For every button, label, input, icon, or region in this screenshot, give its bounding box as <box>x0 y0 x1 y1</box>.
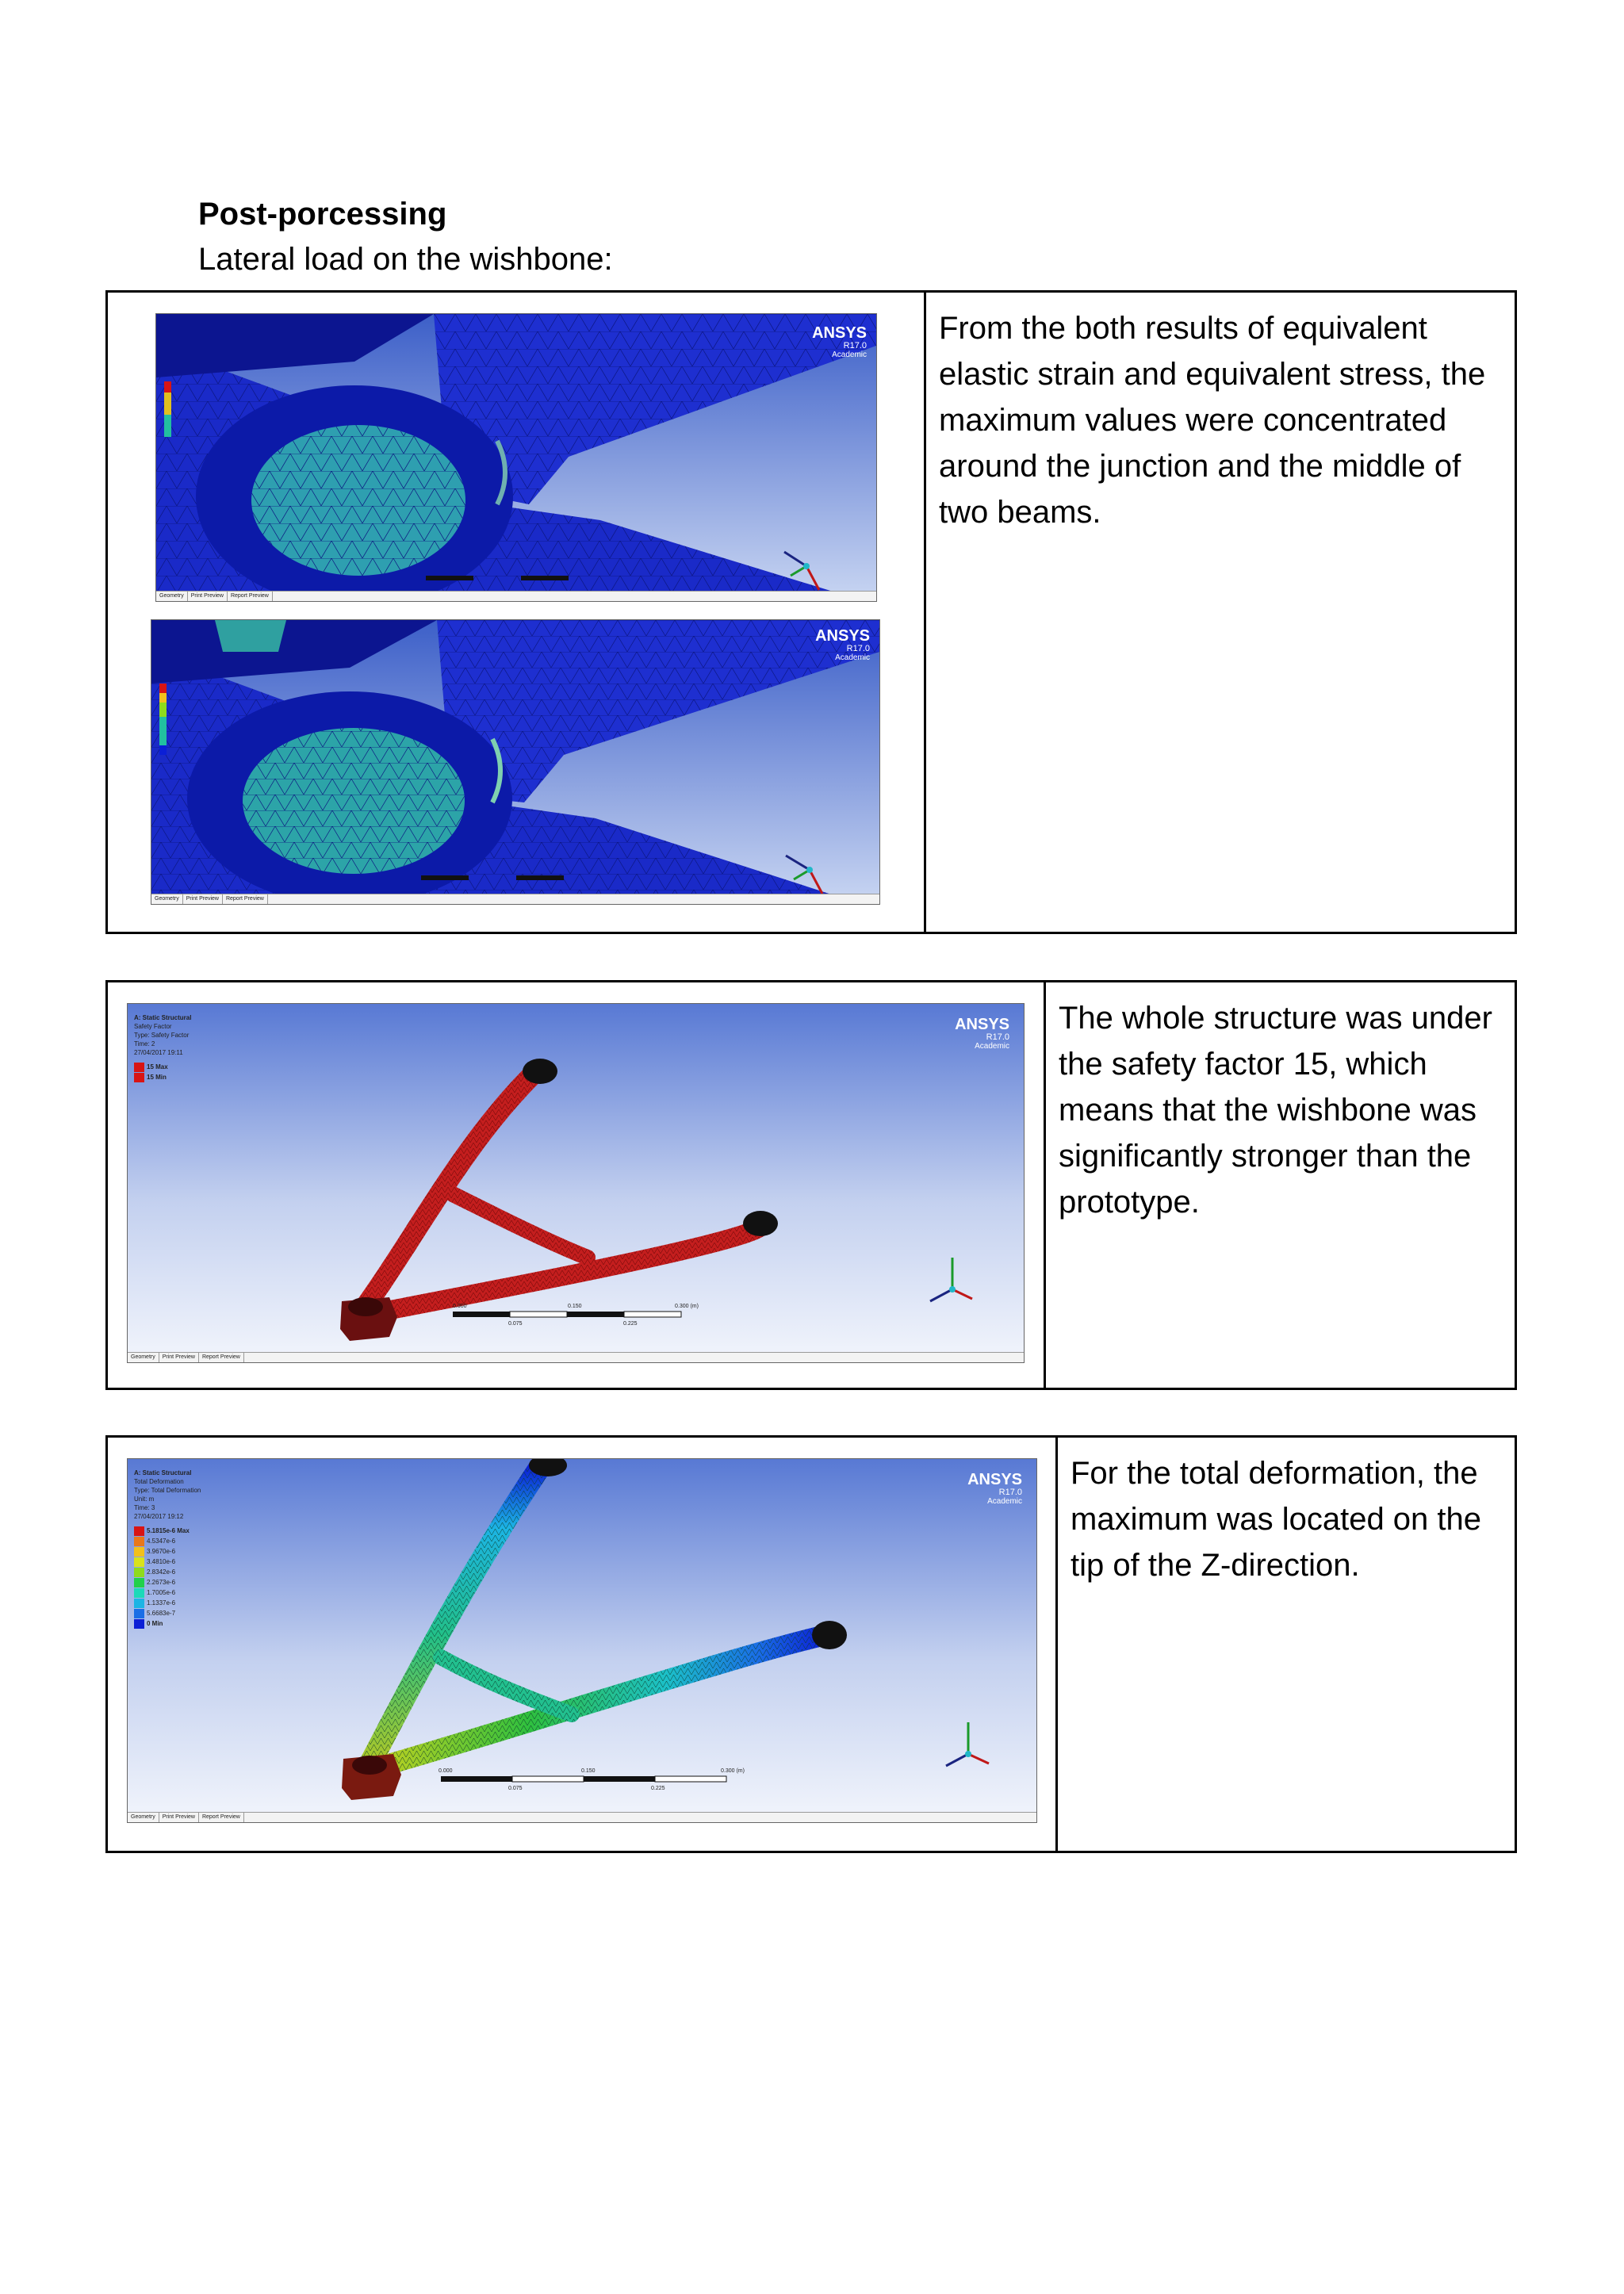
result-info-panel: A: Static Structural Total Deformation Type: Total Deformation Unit: m Time: 3 27/04/2017 19:12 5.1815e-6 Max 4.5347e-6 3.9670e-6 3.4810e-6 2.8342e-6 2.2673e-6 1.7005e-6 1.1337e-6 5.6683e-7 0 Min <box>134 1469 201 1627</box>
tab-print-preview[interactable]: Print Preview <box>183 894 223 904</box>
row-description: For the total deformation, the maximum was located on the tip of the Z-direction. <box>1071 1456 1482 1583</box>
tab-report-preview[interactable]: Report Preview <box>223 894 268 904</box>
result-row-strain-stress <box>105 290 1517 934</box>
legend-swatch <box>134 1063 144 1072</box>
tab-print-preview[interactable]: Print Preview <box>159 1353 199 1362</box>
image-cell <box>108 1438 1058 1851</box>
tab-report-preview[interactable]: Report Preview <box>199 1353 244 1362</box>
legend-swatch <box>134 1609 144 1618</box>
result-row-deformation <box>105 1435 1517 1853</box>
section-heading: Post-porcessing <box>198 197 447 232</box>
stress-result-screenshot <box>151 619 880 905</box>
legend-swatch <box>134 1547 144 1557</box>
legend-entry: 15 Max <box>134 1062 191 1072</box>
legend-entry: 5.1815e-6 Max <box>134 1526 201 1536</box>
ansys-logo: ANSYS R17.0 Academic <box>812 324 867 359</box>
legend-entry: 0 Min <box>134 1618 201 1629</box>
tab-geometry[interactable]: Geometry <box>156 592 188 601</box>
ansys-logo: ANSYS R17.0 Academic <box>955 1016 1009 1051</box>
legend-entry: 3.9670e-6 <box>134 1546 201 1557</box>
image-cell <box>108 982 1046 1388</box>
tab-geometry[interactable]: Geometry <box>128 1353 159 1362</box>
tab-report-preview[interactable]: Report Preview <box>199 1813 244 1822</box>
image-cell <box>108 293 926 932</box>
legend-swatch <box>134 1537 144 1546</box>
tab-print-preview[interactable]: Print Preview <box>188 592 228 601</box>
ansys-logo: ANSYS R17.0 Academic <box>967 1471 1022 1506</box>
legend-swatch <box>134 1073 144 1082</box>
legend-swatch <box>134 1619 144 1629</box>
result-row-safety-factor <box>105 980 1517 1390</box>
legend-entry: 2.2673e-6 <box>134 1577 201 1587</box>
result-info-panel: A: Static Structural Safety Factor Type: Safety Factor Time: 2 27/04/2017 19:11 15 Max 15 Min <box>134 1014 192 1081</box>
legend-entry: 3.4810e-6 <box>134 1557 201 1567</box>
row-description: The whole structure was under the safety factor 15, which means that the wishbone was significantly stronger than the prototype. <box>1059 1001 1492 1220</box>
legend-swatch <box>134 1588 144 1598</box>
view-tabs <box>128 1352 1024 1362</box>
view-tabs <box>151 894 879 904</box>
legend-swatch <box>134 1578 144 1587</box>
legend-entry: 1.7005e-6 <box>134 1587 201 1598</box>
legend-entry: 4.5347e-6 <box>134 1536 201 1546</box>
legend-swatch <box>134 1599 144 1608</box>
ansys-logo: ANSYS R17.0 Academic <box>815 627 870 662</box>
tab-report-preview[interactable]: Report Preview <box>228 592 273 601</box>
legend-swatch <box>134 1568 144 1577</box>
legend-entry: 1.1337e-6 <box>134 1598 201 1608</box>
tab-geometry[interactable]: Geometry <box>151 894 183 904</box>
legend-swatch <box>134 1526 144 1536</box>
total-deformation-screenshot: A: Static Structural Total Deformation Type: Total Deformation Unit: m Time: 3 27/04/2017 19:12 5.1815e-6 Max 4.5347e-6 3.9670e-6 3.4810e-6 2.8342e-6 2.2673e-6 1.7005e-6 1.1337e-6 5.6683e-7 0 Min ANSYS R17.0 Academic 0.000 0.150 0.300 (m) 0.075 0.225 Geometry Print Preview Report Preview <box>127 1458 1037 1823</box>
tab-print-preview[interactable]: Print Preview <box>159 1813 199 1822</box>
tab-geometry[interactable]: Geometry <box>128 1813 159 1822</box>
legend-entry: 5.6683e-7 <box>134 1608 201 1618</box>
legend-entry: 15 Min <box>134 1072 191 1082</box>
view-tabs <box>128 1812 1036 1822</box>
safety-factor-screenshot: A: Static Structural Safety Factor Type: Safety Factor Time: 2 27/04/2017 19:11 15 Max 15 Min ANSYS R17.0 Academic 0.000 0.150 0.300 (m) 0.075 0.225 Geometry Print Preview Report Preview <box>127 1003 1025 1363</box>
view-tabs <box>156 591 876 601</box>
row-description: From the both results of equivalent elastic strain and equivalent stress, the maximum values were concentrated around the junction and the middle of two beams. <box>939 311 1486 530</box>
section-subheading: Lateral load on the wishbone: <box>198 242 613 277</box>
legend-entry: 2.8342e-6 <box>134 1567 201 1577</box>
legend-swatch <box>134 1557 144 1567</box>
strain-result-screenshot <box>155 313 877 602</box>
